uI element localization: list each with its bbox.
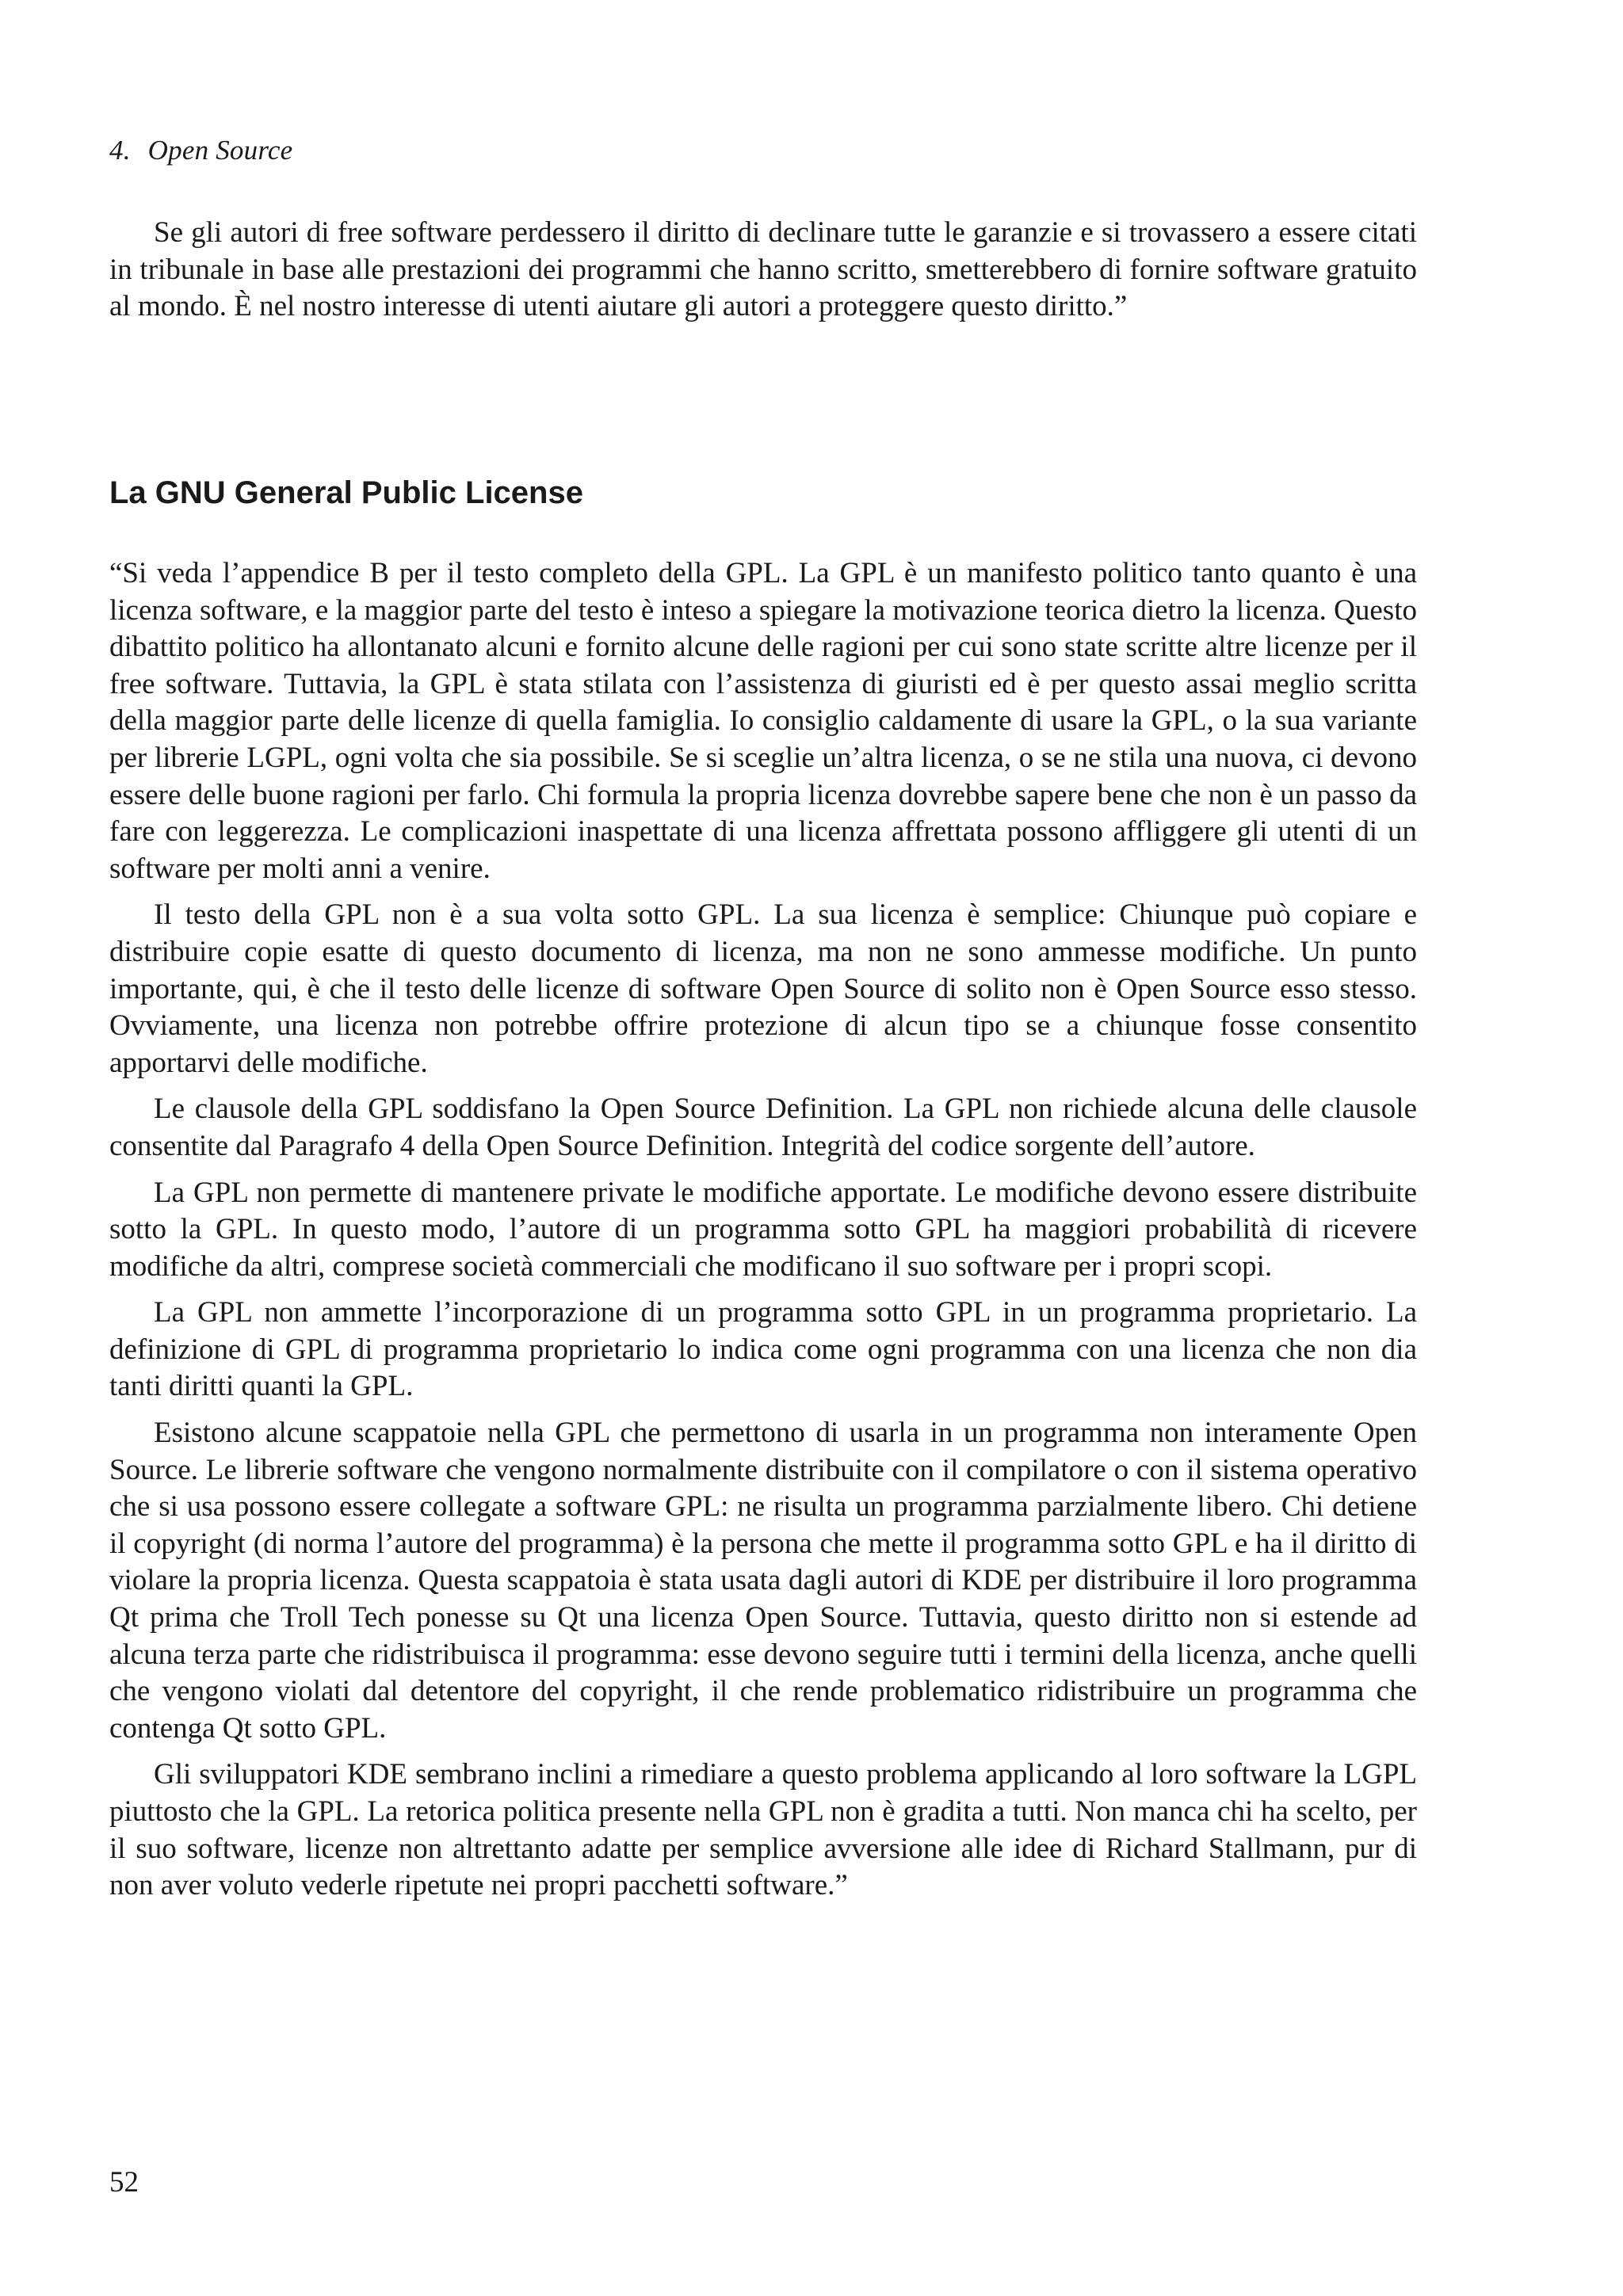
section-heading: La GNU General Public License [109,475,583,510]
chapter-number: 4. [109,135,131,166]
chapter-title: Open Source [147,135,293,166]
body-paragraph: La GPL non permette di mantenere private le modifiche apportate. Le modifiche devono essere distribuite sotto la GPL. In questo modo, l’autore di un programma sotto GPL ha maggiori probabilità di ricevere modifiche da altri, comprese società commerciali che modificano il suo software per i propri scopi. [109,1176,1417,1283]
body-paragraph: Il testo della GPL non è a sua volta sotto GPL. La sua licenza è semplice: Chiunque può copiare e distribuire copie esatte di questo documento di licenza, ma non ne sono ammesse modifiche. Un punto importante, qui, è che il testo delle licenze di software Open Source di solito non è Open Source esso stesso. Ovviamente, una licenza non potrebbe offrire protezione di alcun tipo se a chiunque fosse consentito apportarvi delle modifiche. [109,898,1417,1079]
running-header [109,135,292,166]
intro-block [109,215,1417,326]
body-paragraph: “Si veda l’appendice B per il testo completo della GPL. La GPL è un manifesto politico tanto quanto è una licenza software, e la maggior parte del testo è inteso a spiegare la motivazione teorica dietro la licenza. Questo dibattito politico ha allontanato alcuni e fornito alcune delle ragioni per cui sono state scritte altre licenze per il free software. Tuttavia, la GPL è stata stilata con l’assistenza di giuristi ed è per questo assai meglio scritta della maggior parte delle licenze di quella famiglia. Io consiglio caldamente di usare la GPL, o la sua variante per librerie LGPL, ogni volta che sia possibile. Se si sceglie un’altra licenza, o se ne stila una nuova, ci devono essere delle buone ragioni per farlo. Chi formula la propria licenza dovrebbe sapere bene che non è un passo da fare con leggerezza. Le complicazioni inaspettate di una licenza affrettata possono affliggere gli utenti di un software per molti anni a venire. [109,557,1417,885]
body-paragraph: Esistono alcune scappatoie nella GPL che permettono di usarla in un programma non interamente Open Source. Le librerie software che vengono normalmente distribuite con il compilatore o con il sistema operativo che si usa possono essere collegate a software GPL: ne risulta un programma parzialmente libero. Chi detiene il copyright (di norma l’autore del programma) è la persona che mette il programma sotto GPL e ha il diritto di violare la propria licenza. Questa scappatoia è stata usata dagli autori di KDE per distribuire il loro programma Qt prima che Troll Tech ponesse su Qt una licenza Open Source. Tuttavia, questo diritto non si estende ad alcuna terza parte che ridistribuisca il programma: esse devono seguire tutti i termini della licenza, anche quelli che vengono violati dal detentore del copyright, il che rende problematico ridistribuire un programma che contenga Qt sotto GPL. [109,1417,1417,1745]
section-body [109,555,1417,1905]
intro-paragraph: Se gli autori di free software perdessero il diritto di declinare tutte le garanzie e si trovassero a essere citati in tribunale in base alle prestazioni dei programmi che hanno scritto, smetterebbero di fornire software gratuito al mondo. È nel nostro interesse di utenti aiutare gli autori a proteggere questo diritto.” [109,216,1417,323]
body-paragraph: Gli sviluppatori KDE sembrano inclini a rimediare a questo problema applicando al loro software la LGPL piuttosto che la GPL. La retorica politica presente nella GPL non è gradita a tutti. Non manca chi ha scelto, per il suo software, licenze non altrettanto adatte per semplice avversione alle idee di Richard Stallmann, pur di non aver voluto vederle ripetute nei propri pacchetti software.” [109,1758,1417,1902]
body-paragraph: La GPL non ammette l’incorporazione di un programma sotto GPL in un programma proprietario. La definizione di GPL di programma proprietario lo indica come ogni programma con una licenza che non dia tanti diritti quanti la GPL. [109,1296,1417,1403]
body-paragraph: Le clausole della GPL soddisfano la Open Source Definition. La GPL non richiede alcuna delle clausole consentite dal Paragrafo 4 della Open Source Definition. Integrità del codice sorgente dell’autore. [109,1093,1417,1162]
page-number: 52 [109,2166,139,2199]
